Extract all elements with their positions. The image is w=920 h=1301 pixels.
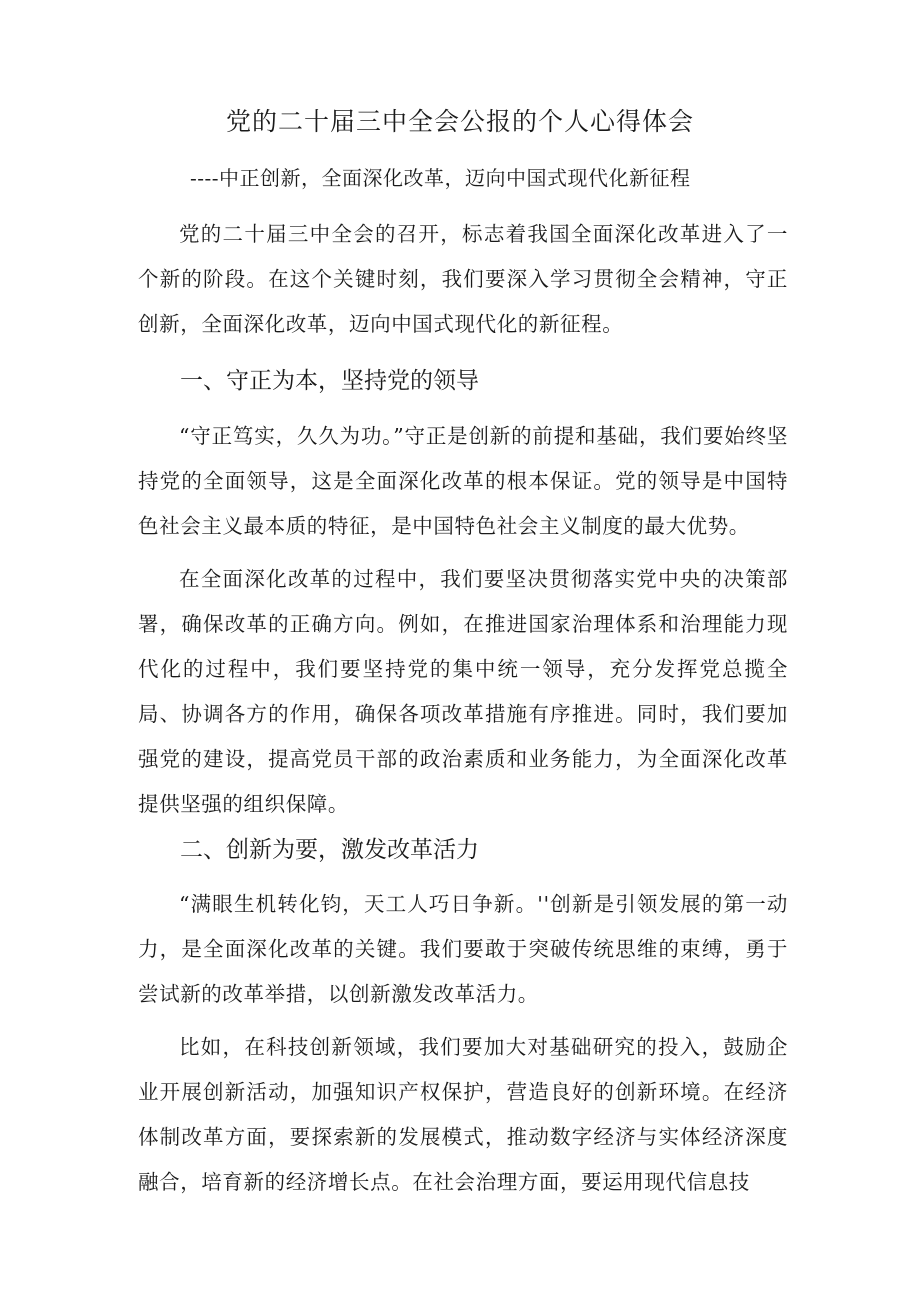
section-2-heading: 二、创新为要，激发改革活力 bbox=[180, 837, 479, 863]
intro-paragraph: 党的二十届三中全会的召开，标志着我国全面深化改革进入了一个新的阶段。在这个关键时刻，我们要深入学习贯彻全会精神，守正创新，全面深化改革，迈向中国式现代化的新征程。 bbox=[138, 222, 788, 336]
document-title: 党的二十届三中全会公报的个人心得体会 bbox=[225, 107, 694, 136]
section-2-paragraph-1: “满眼生机转化钧，天工人巧日争新。''创新是引领发展的第一动力，是全面深化改革的关键。我们要敢于突破传统思维的束缚，勇于尝试新的改革举措，以创新激发改革活力。 bbox=[138, 892, 788, 1006]
section-1-paragraph-1: “守正笃实，久久为功。”守正是创新的前提和基础，我们要始终坚持党的全面领导，这是全面深化改革的根本保证。党的领导是中国特色社会主义最本质的特征，是中国特色社会主义制度的最大优势。 bbox=[138, 424, 788, 538]
section-2-paragraph-2: 比如，在科技创新领域，我们要加大对基础研究的投入，鼓励企业开展创新活动，加强知识产权保护，营造良好的创新环境。在经济体制改革方面，要探索新的发展模式，推动数字经济与实体经济深度融合，培育新的经济增长点。在社会治理方面，要运用现代信息技 bbox=[138, 1035, 788, 1194]
section-1-heading: 一、守正为本，坚持党的领导 bbox=[180, 368, 479, 394]
section-1-paragraph-2: 在全面深化改革的过程中，我们要坚决贯彻落实党中央的决策部署，确保改革的正确方向。例如，在推进国家治理体系和治理能力现代化的过程中，我们要坚持党的集中统一领导，充分发挥党总揽全局、协调各方的作用，确保各项改革措施有序推进。同时，我们要加强党的建设，提高党员干部的政治素质和业务能力，为全面深化改革提供坚强的组织保障。 bbox=[138, 567, 788, 816]
document-subtitle: ----中正创新，全面深化改革，迈向中国式现代化新征程 bbox=[190, 166, 691, 190]
